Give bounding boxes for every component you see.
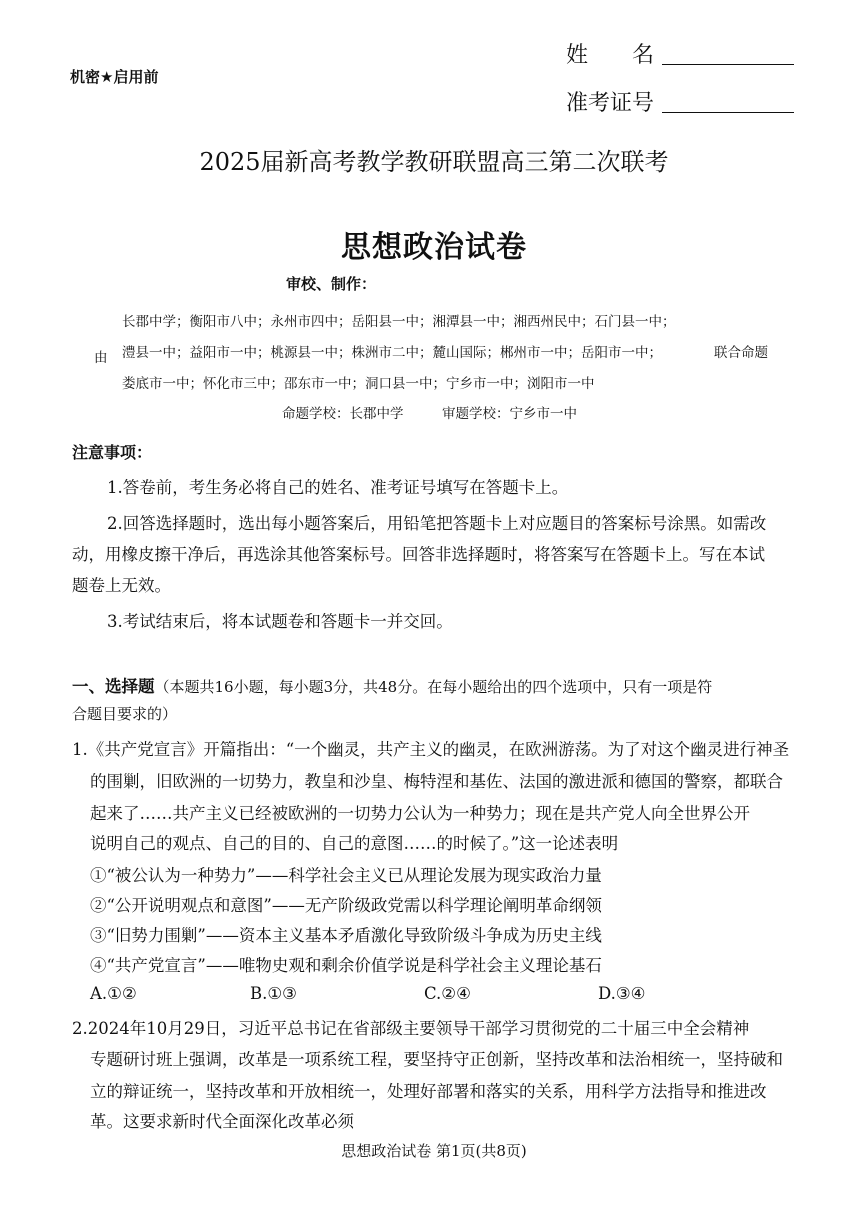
page-footer: 思想政治试卷 第1页(共8页) — [341, 1142, 527, 1160]
by-label: 由 — [94, 350, 108, 366]
review-label: 审校、制作： — [286, 275, 377, 293]
q1-option-d: D.③④ — [598, 984, 646, 1003]
name-blank-line — [662, 64, 794, 65]
reviewer-school: 审题学校：宁乡市一中 — [442, 406, 577, 422]
exam-id-label: 准考证号 — [566, 91, 655, 116]
proposer-school: 命题学校：长郡中学 — [282, 406, 404, 422]
q1-option-b: B.①③ — [250, 984, 297, 1003]
q1-statement-3: ③“旧势力围剿”——资本主义基本矛盾激化导致阶级斗争成为历史主线 — [90, 926, 602, 945]
exam-id-blank-line — [662, 112, 794, 113]
q1-line-4: 说明自己的观点、自己的目的、自己的意图……的时候了。”这一论述表明 — [90, 834, 619, 853]
notice-item-2-cont: 动，用橡皮擦干净后，再选涂其他答案标号。回答非选择题时，将答案写在答题卡上。写在本试 — [72, 545, 765, 564]
q2-line-2: 专题研讨班上强调，改革是一项系统工程，要坚持守正创新，坚持改革和法治相统一，坚持破和 — [90, 1050, 783, 1069]
notice-item-2-end: 题卷上无效。 — [72, 576, 171, 595]
q1-statement-2: ②“公开说明观点和意图”——无产阶级政党需以科学理论阐明革命纲领 — [90, 896, 602, 915]
q2-line-4: 革。这要求新时代全面深化改革必须 — [90, 1112, 354, 1131]
q1-option-c: C.②④ — [424, 984, 471, 1003]
section-desc-cont: 合题目要求的） — [72, 705, 178, 723]
notice-item-1: 1.答卷前，考生务必将自己的姓名、准考证号填写在答题卡上。 — [107, 478, 569, 497]
notice-title: 注意事项： — [72, 443, 153, 462]
q2-line-3: 立的辩证统一，坚持改革和开放相统一，处理好部署和落实的关系，用科学方法指导和推进改 — [90, 1082, 767, 1101]
schools-line-2: 澧县一中；益阳市一中；桃源县一中；株洲市二中；麓山国际；郴州市一中；岳阳市一中； — [122, 345, 662, 361]
q1-line-1: 1.《共产党宣言》开篇指出：“一个幽灵，共产主义的幽灵，在欧洲游荡。为了对这个幽灵进行神圣 — [72, 740, 790, 759]
confidential-label: 机密★启用前 — [70, 68, 159, 86]
section-title: 一、选择题 — [72, 677, 155, 696]
q1-line-3: 起来了……共产主义已经被欧洲的一切势力公认为一种势力；现在是共产党人向全世界公开 — [90, 804, 750, 823]
q1-line-2: 的围剿，旧欧洲的一切势力，教皇和沙皇、梅特涅和基佐、法国的激进派和德国的警察，都联合 — [90, 772, 783, 791]
q1-statement-1: ①“被公认为一种势力”——科学社会主义已从理论发展为现实政治力量 — [90, 866, 602, 885]
notice-item-3: 3.考试结束后，将本试题卷和答题卡一并交回。 — [107, 612, 453, 631]
schools-line-1: 长郡中学；衡阳市八中；永州市四中；岳阳县一中；湘潭县一中；湘西州民中；石门县一中； — [122, 314, 676, 330]
subject-title: 思想政治试卷 — [341, 230, 527, 265]
section-heading — [72, 673, 712, 697]
exam-title: 2025届新高考教学教研联盟高三第二次联考 — [199, 148, 669, 176]
q2-line-1: 2.2024年10月29日，习近平总书记在省部级主要领导干部学习贯彻党的二十届三中全会精神 — [72, 1019, 750, 1038]
notice-item-2: 2.回答选择题时，选出每小题答案后，用铅笔把答题卡上对应题目的答案标号涂黑。如需改 — [107, 514, 767, 533]
joint-proposition-label: 联合命题 — [714, 345, 768, 361]
name-label: 姓 名 — [566, 43, 655, 68]
section-desc: （本题共16小题，每小题3分，共48分。在每小题给出的四个选项中，只有一项是符 — [154, 678, 713, 696]
q1-option-a: A.①② — [90, 984, 137, 1003]
schools-line-3: 娄底市一中；怀化市三中；邵东市一中；洞口县一中；宁乡市一中；浏阳市一中 — [122, 376, 595, 392]
q1-statement-4: ④“共产党宣言”——唯物史观和剩余价值学说是科学社会主义理论基石 — [90, 956, 602, 975]
